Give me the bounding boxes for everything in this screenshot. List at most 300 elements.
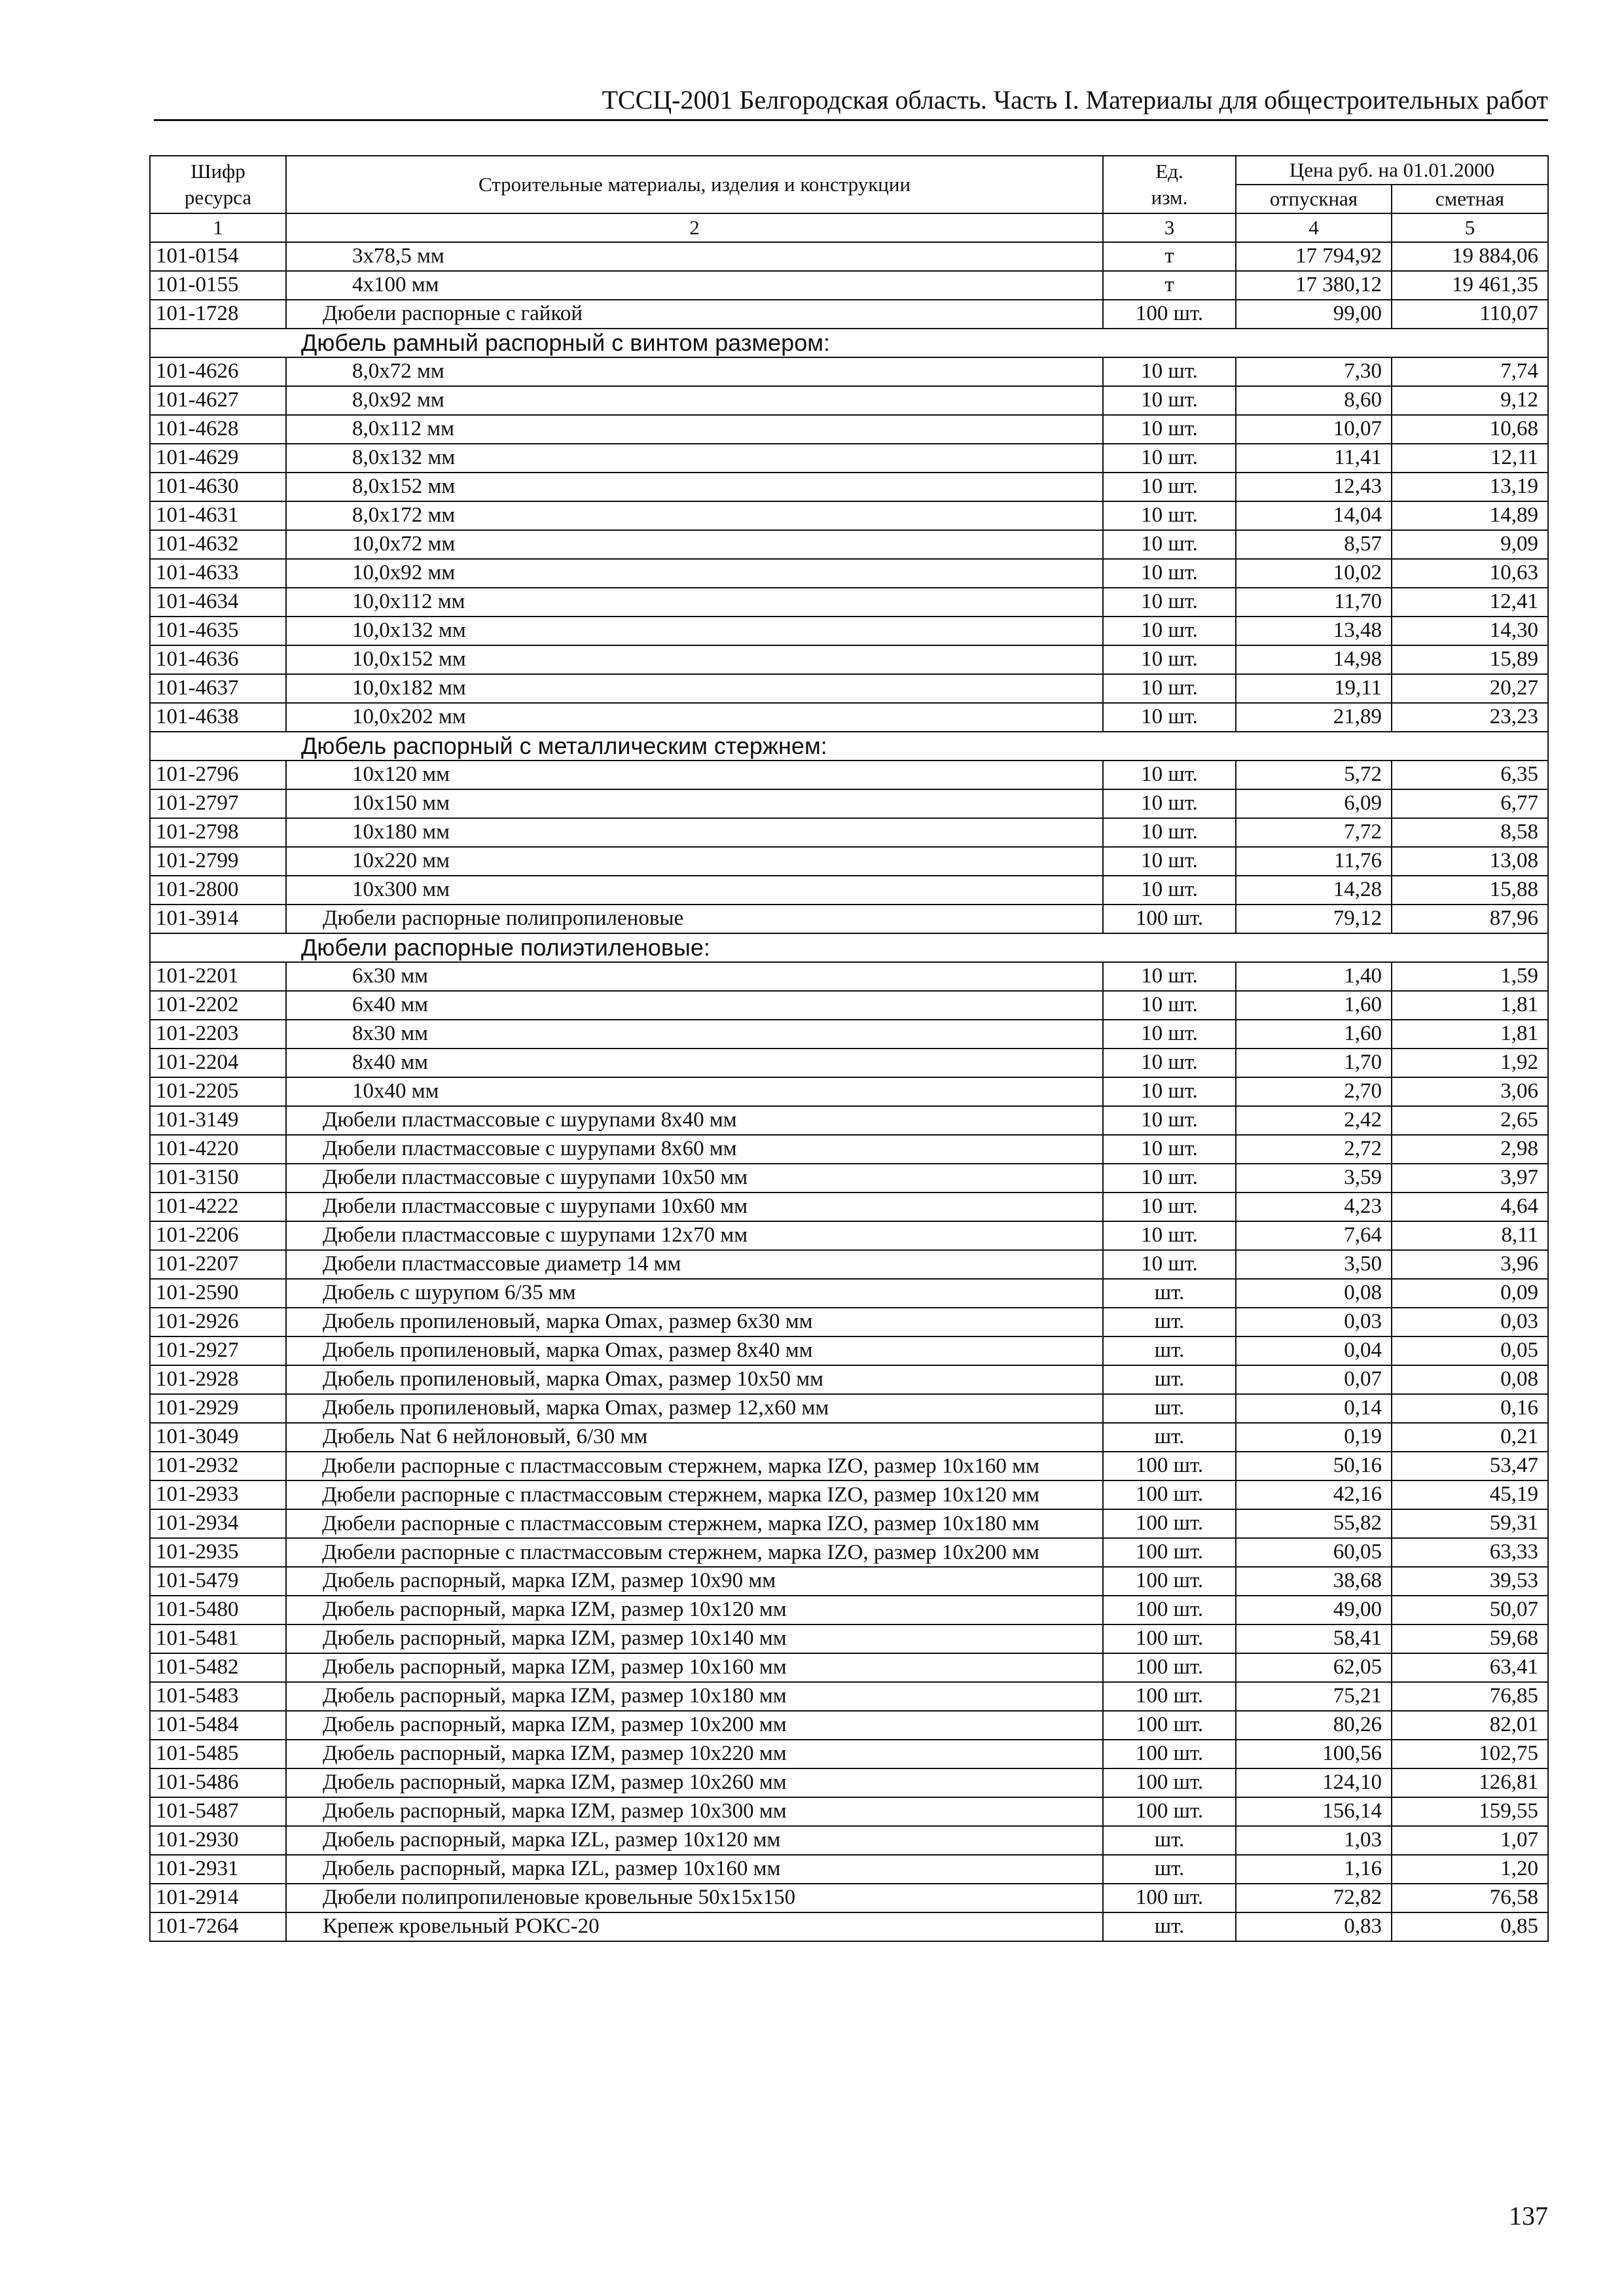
resource-code: 101-4222 (150, 1193, 286, 1221)
estimate-price: 20,27 (1392, 674, 1548, 703)
estimate-price: 63,33 (1392, 1538, 1548, 1567)
table-row (150, 501, 1548, 530)
table-row (150, 789, 1548, 818)
unit-of-measure: 100 шт. (1103, 1624, 1236, 1653)
release-price: 1,60 (1236, 1020, 1392, 1049)
unit-of-measure: шт. (1103, 1279, 1236, 1308)
resource-code: 101-2914 (150, 1884, 286, 1912)
release-price: 11,76 (1236, 847, 1392, 876)
material-name: 10х40 мм (286, 1077, 1103, 1106)
material-name: 10х180 мм (286, 818, 1103, 847)
unit-of-measure: 10 шт. (1103, 1106, 1236, 1135)
resource-code: 101-4634 (150, 588, 286, 617)
table-row (150, 1682, 1548, 1711)
estimate-price: 0,08 (1392, 1365, 1548, 1394)
unit-of-measure: 10 шт. (1103, 588, 1236, 617)
material-name: 10,0х182 мм (286, 674, 1103, 703)
resource-code: 101-3914 (150, 905, 286, 933)
resource-code: 101-3150 (150, 1164, 286, 1193)
release-price: 1,03 (1236, 1826, 1392, 1855)
resource-code: 101-5479 (150, 1567, 286, 1596)
release-price: 124,10 (1236, 1768, 1392, 1797)
material-name: Дюбели пластмассовые с шурупами 10х50 мм (286, 1164, 1103, 1193)
table-row (150, 1164, 1548, 1193)
unit-of-measure: 10 шт. (1103, 415, 1236, 444)
column-header-code: Шифр ресурса (150, 156, 286, 213)
estimate-price: 8,58 (1392, 818, 1548, 847)
resource-code: 101-2206 (150, 1221, 286, 1250)
estimate-price: 1,59 (1392, 962, 1548, 991)
column-number: 3 (1103, 213, 1236, 242)
unit-of-measure: 100 шт. (1103, 1509, 1236, 1538)
resource-code: 101-2935 (150, 1538, 286, 1567)
table-row (150, 444, 1548, 473)
table-row (150, 1250, 1548, 1279)
release-price: 0,08 (1236, 1279, 1392, 1308)
estimate-price: 3,96 (1392, 1250, 1548, 1279)
material-name: 10х220 мм (286, 847, 1103, 876)
release-price: 7,30 (1236, 357, 1392, 386)
column-number: 4 (1236, 213, 1392, 242)
resource-code: 101-2201 (150, 962, 286, 991)
unit-of-measure: 100 шт. (1103, 1740, 1236, 1768)
material-name: Дюбель распорный, марка IZM, размер 10х180 мм (286, 1682, 1103, 1711)
estimate-price: 45,19 (1392, 1480, 1548, 1509)
material-name: 10,0х112 мм (286, 588, 1103, 617)
column-number: 1 (150, 213, 286, 242)
release-price: 1,60 (1236, 991, 1392, 1020)
unit-of-measure: 100 шт. (1103, 1884, 1236, 1912)
table-row (150, 1567, 1548, 1596)
estimate-price: 3,97 (1392, 1164, 1548, 1193)
table-row (150, 1797, 1548, 1826)
material-name: Дюбель распорный, марка IZM, размер 10х140 мм (286, 1624, 1103, 1653)
unit-of-measure: шт. (1103, 1394, 1236, 1423)
table-row (150, 1538, 1548, 1567)
material-name: 8,0х152 мм (286, 473, 1103, 501)
release-price: 1,70 (1236, 1049, 1392, 1077)
estimate-price: 7,74 (1392, 357, 1548, 386)
resource-code: 101-2928 (150, 1365, 286, 1394)
material-name: 10,0х152 мм (286, 645, 1103, 674)
material-name: 10х120 мм (286, 761, 1103, 789)
estimate-price: 102,75 (1392, 1740, 1548, 1768)
resource-code: 101-5484 (150, 1711, 286, 1740)
resource-code: 101-4630 (150, 473, 286, 501)
release-price: 11,41 (1236, 444, 1392, 473)
unit-of-measure: т (1103, 242, 1236, 271)
release-price: 5,72 (1236, 761, 1392, 789)
table-row (150, 1912, 1548, 1941)
release-price: 58,41 (1236, 1624, 1392, 1653)
unit-of-measure: шт. (1103, 1855, 1236, 1884)
release-price: 50,16 (1236, 1452, 1392, 1480)
estimate-price: 12,11 (1392, 444, 1548, 473)
material-name: 8,0х132 мм (286, 444, 1103, 473)
table-row (150, 818, 1548, 847)
table-row (150, 1452, 1548, 1480)
release-price: 156,14 (1236, 1797, 1392, 1826)
resource-code: 101-2934 (150, 1509, 286, 1538)
material-name: Дюбель распорный, марка IZL, размер 10х120 мм (286, 1826, 1103, 1855)
unit-of-measure: 10 шт. (1103, 473, 1236, 501)
material-name: 10,0х72 мм (286, 530, 1103, 559)
material-name: 8,0х92 мм (286, 386, 1103, 415)
material-name: 8,0х72 мм (286, 357, 1103, 386)
release-price: 0,83 (1236, 1912, 1392, 1941)
material-name: Дюбели пластмассовые с шурупами 12х70 мм (286, 1221, 1103, 1250)
unit-of-measure: 100 шт. (1103, 1596, 1236, 1624)
unit-of-measure: 10 шт. (1103, 1164, 1236, 1193)
table-row (150, 1365, 1548, 1394)
resource-code: 101-5480 (150, 1596, 286, 1624)
unit-of-measure: 10 шт. (1103, 386, 1236, 415)
unit-of-measure: 10 шт. (1103, 1135, 1236, 1164)
table-row (150, 645, 1548, 674)
unit-of-measure: 10 шт. (1103, 674, 1236, 703)
table-row (150, 1740, 1548, 1768)
table-row (150, 847, 1548, 876)
table-row (150, 1336, 1548, 1365)
release-price: 0,19 (1236, 1423, 1392, 1452)
resource-code: 101-1728 (150, 300, 286, 329)
table-row (150, 876, 1548, 905)
page-header (154, 84, 1548, 121)
resource-code: 101-5487 (150, 1797, 286, 1826)
release-price: 79,12 (1236, 905, 1392, 933)
resource-code: 101-2796 (150, 761, 286, 789)
resource-code: 101-5481 (150, 1624, 286, 1653)
table-row (150, 1826, 1548, 1855)
release-price: 14,04 (1236, 501, 1392, 530)
resource-code: 101-5482 (150, 1653, 286, 1682)
unit-of-measure: 100 шт. (1103, 1711, 1236, 1740)
unit-of-measure: шт. (1103, 1365, 1236, 1394)
release-price: 8,60 (1236, 386, 1392, 415)
table-row (150, 530, 1548, 559)
resource-code: 101-2205 (150, 1077, 286, 1106)
estimate-price: 14,89 (1392, 501, 1548, 530)
estimate-price: 82,01 (1392, 1711, 1548, 1740)
material-name: Дюбели распорные с пластмассовым стержнем, марка IZO, размер 10х180 мм (286, 1509, 1103, 1538)
table-row (150, 1193, 1548, 1221)
release-price: 2,72 (1236, 1135, 1392, 1164)
resource-code: 101-2798 (150, 818, 286, 847)
table-row (150, 1221, 1548, 1250)
table-row (150, 271, 1548, 300)
table-row (150, 991, 1548, 1020)
unit-of-measure: 10 шт. (1103, 1221, 1236, 1250)
material-name: 8,0х112 мм (286, 415, 1103, 444)
unit-of-measure: 100 шт. (1103, 300, 1236, 329)
table-row (150, 1020, 1548, 1049)
material-name: Дюбель распорный, марка IZM, размер 10х160 мм (286, 1653, 1103, 1682)
unit-of-measure: 10 шт. (1103, 357, 1236, 386)
resource-code: 101-4220 (150, 1135, 286, 1164)
release-price: 14,98 (1236, 645, 1392, 674)
release-price: 10,02 (1236, 559, 1392, 588)
unit-of-measure: 10 шт. (1103, 818, 1236, 847)
material-name: Дюбель пропиленовый, марка Omax, размер 12,х60 мм (286, 1394, 1103, 1423)
estimate-price: 10,68 (1392, 415, 1548, 444)
estimate-price: 2,98 (1392, 1135, 1548, 1164)
estimate-price: 9,09 (1392, 530, 1548, 559)
release-price: 99,00 (1236, 300, 1392, 329)
material-name: 10,0х92 мм (286, 559, 1103, 588)
estimate-price: 87,96 (1392, 905, 1548, 933)
release-price: 42,16 (1236, 1480, 1392, 1509)
table-row (150, 473, 1548, 501)
unit-of-measure: 10 шт. (1103, 559, 1236, 588)
column-header-release: отпускная (1236, 185, 1392, 213)
group-header-row (150, 329, 1548, 357)
material-name: Дюбели пластмассовые с шурупами 10х60 мм (286, 1193, 1103, 1221)
material-name: Дюбель распорный, марка IZM, размер 10х120 мм (286, 1596, 1103, 1624)
group-title: Дюбель распорный с металлическим стержнем: (150, 732, 1548, 761)
material-name: 6х40 мм (286, 991, 1103, 1020)
resource-code: 101-2931 (150, 1855, 286, 1884)
estimate-price: 0,09 (1392, 1279, 1548, 1308)
resource-code: 101-2204 (150, 1049, 286, 1077)
material-name: 8х40 мм (286, 1049, 1103, 1077)
release-price: 75,21 (1236, 1682, 1392, 1711)
estimate-price: 8,11 (1392, 1221, 1548, 1250)
release-price: 62,05 (1236, 1653, 1392, 1682)
release-price: 0,14 (1236, 1394, 1392, 1423)
resource-code: 101-4637 (150, 674, 286, 703)
unit-of-measure: 10 шт. (1103, 617, 1236, 645)
unit-of-measure: 10 шт. (1103, 991, 1236, 1020)
column-header-price: Цена руб. на 01.01.2000 (1236, 156, 1548, 185)
price-table (149, 155, 1549, 1942)
resource-code: 101-4633 (150, 559, 286, 588)
estimate-price: 23,23 (1392, 703, 1548, 732)
release-price: 14,28 (1236, 876, 1392, 905)
group-header-row (150, 933, 1548, 962)
unit-of-measure: 100 шт. (1103, 1567, 1236, 1596)
material-name: Дюбели распорные с пластмассовым стержнем, марка IZO, размер 10х160 мм (286, 1452, 1103, 1480)
material-name: Дюбель распорный, марка IZM, размер 10х300 мм (286, 1797, 1103, 1826)
material-name: Дюбель пропиленовый, марка Omax, размер 10х50 мм (286, 1365, 1103, 1394)
release-price: 7,64 (1236, 1221, 1392, 1250)
unit-of-measure: 10 шт. (1103, 1049, 1236, 1077)
estimate-price: 4,64 (1392, 1193, 1548, 1221)
release-price: 72,82 (1236, 1884, 1392, 1912)
resource-code: 101-5485 (150, 1740, 286, 1768)
table-row (150, 1106, 1548, 1135)
resource-code: 101-4627 (150, 386, 286, 415)
resource-code: 101-2926 (150, 1308, 286, 1336)
estimate-price: 76,85 (1392, 1682, 1548, 1711)
table-row (150, 905, 1548, 933)
table-row (150, 703, 1548, 732)
release-price: 38,68 (1236, 1567, 1392, 1596)
unit-of-measure: 100 шт. (1103, 1653, 1236, 1682)
document-title: ТССЦ-2001 Белгородская область. Часть I. Материалы для общестроительных работ (602, 85, 1548, 115)
estimate-price: 1,20 (1392, 1855, 1548, 1884)
unit-of-measure: 100 шт. (1103, 1797, 1236, 1826)
estimate-price: 2,65 (1392, 1106, 1548, 1135)
table-row (150, 761, 1548, 789)
table-row (150, 617, 1548, 645)
unit-of-measure: 10 шт. (1103, 761, 1236, 789)
resource-code: 101-2929 (150, 1394, 286, 1423)
release-price: 11,70 (1236, 588, 1392, 617)
unit-of-measure: 10 шт. (1103, 876, 1236, 905)
material-name: Дюбель распорный, марка IZL, размер 10х160 мм (286, 1855, 1103, 1884)
table-row (150, 1423, 1548, 1452)
table-row (150, 1480, 1548, 1509)
resource-code: 101-7264 (150, 1912, 286, 1941)
table-row (150, 1624, 1548, 1653)
table-row (150, 415, 1548, 444)
table-row (150, 1884, 1548, 1912)
resource-code: 101-4629 (150, 444, 286, 473)
material-name: Дюбель с шурупом 6/35 мм (286, 1279, 1103, 1308)
unit-of-measure: 10 шт. (1103, 1193, 1236, 1221)
estimate-price: 6,35 (1392, 761, 1548, 789)
estimate-price: 50,07 (1392, 1596, 1548, 1624)
release-price: 0,04 (1236, 1336, 1392, 1365)
column-number-row (150, 213, 1548, 242)
material-name: Дюбель распорный, марка IZM, размер 10х90 мм (286, 1567, 1103, 1596)
material-name: Дюбели пластмассовые с шурупами 8х60 мм (286, 1135, 1103, 1164)
estimate-price: 19 461,35 (1392, 271, 1548, 300)
release-price: 7,72 (1236, 818, 1392, 847)
release-price: 100,56 (1236, 1740, 1392, 1768)
column-number: 5 (1392, 213, 1548, 242)
material-name: Дюбель пропиленовый, марка Omax, размер 8х40 мм (286, 1336, 1103, 1365)
table-row (150, 1653, 1548, 1682)
unit-of-measure: шт. (1103, 1423, 1236, 1452)
resource-code: 101-2933 (150, 1480, 286, 1509)
unit-of-measure: шт. (1103, 1336, 1236, 1365)
resource-code: 101-4635 (150, 617, 286, 645)
release-price: 2,42 (1236, 1106, 1392, 1135)
estimate-price: 1,07 (1392, 1826, 1548, 1855)
estimate-price: 6,77 (1392, 789, 1548, 818)
release-price: 3,59 (1236, 1164, 1392, 1193)
release-price: 8,57 (1236, 530, 1392, 559)
estimate-price: 3,06 (1392, 1077, 1548, 1106)
resource-code: 101-4626 (150, 357, 286, 386)
group-title: Дюбели распорные полиэтиленовые: (150, 933, 1548, 962)
unit-of-measure: 100 шт. (1103, 1538, 1236, 1567)
release-price: 80,26 (1236, 1711, 1392, 1740)
estimate-price: 14,30 (1392, 617, 1548, 645)
release-price: 49,00 (1236, 1596, 1392, 1624)
table-row (150, 1049, 1548, 1077)
estimate-price: 76,58 (1392, 1884, 1548, 1912)
table-row (150, 1855, 1548, 1884)
estimate-price: 1,81 (1392, 991, 1548, 1020)
material-name: Дюбели распорные с гайкой (286, 300, 1103, 329)
resource-code: 101-2800 (150, 876, 286, 905)
release-price: 1,16 (1236, 1855, 1392, 1884)
unit-of-measure: шт. (1103, 1912, 1236, 1941)
unit-of-measure: 10 шт. (1103, 501, 1236, 530)
release-price: 21,89 (1236, 703, 1392, 732)
table-body (150, 242, 1548, 1941)
estimate-price: 10,63 (1392, 559, 1548, 588)
unit-of-measure: 100 шт. (1103, 905, 1236, 933)
material-name: 10х150 мм (286, 789, 1103, 818)
resource-code: 101-2799 (150, 847, 286, 876)
material-name: Дюбели пластмассовые с шурупами 8х40 мм (286, 1106, 1103, 1135)
estimate-price: 126,81 (1392, 1768, 1548, 1797)
resource-code: 101-2930 (150, 1826, 286, 1855)
unit-of-measure: 10 шт. (1103, 703, 1236, 732)
table-row (150, 300, 1548, 329)
unit-of-measure: 10 шт. (1103, 444, 1236, 473)
release-price: 19,11 (1236, 674, 1392, 703)
unit-of-measure: шт. (1103, 1308, 1236, 1336)
estimate-price: 63,41 (1392, 1653, 1548, 1682)
release-price: 55,82 (1236, 1509, 1392, 1538)
release-price: 13,48 (1236, 617, 1392, 645)
material-name: Дюбели полипропиленовые кровельные 50х15х150 (286, 1884, 1103, 1912)
release-price: 6,09 (1236, 789, 1392, 818)
table-row (150, 1077, 1548, 1106)
material-name: Дюбель Nat 6 нейлоновый, 6/30 мм (286, 1423, 1103, 1452)
resource-code: 101-4631 (150, 501, 286, 530)
resource-code: 101-2797 (150, 789, 286, 818)
estimate-price: 0,85 (1392, 1912, 1548, 1941)
unit-of-measure: 10 шт. (1103, 1020, 1236, 1049)
estimate-price: 1,92 (1392, 1049, 1548, 1077)
material-name: 8,0х172 мм (286, 501, 1103, 530)
estimate-price: 110,07 (1392, 300, 1548, 329)
release-price: 3,50 (1236, 1250, 1392, 1279)
column-header-unit: Ед. изм. (1103, 156, 1236, 213)
release-price: 0,07 (1236, 1365, 1392, 1394)
unit-of-measure: 100 шт. (1103, 1682, 1236, 1711)
table-row (150, 962, 1548, 991)
estimate-price: 39,53 (1392, 1567, 1548, 1596)
material-name: 10,0х202 мм (286, 703, 1103, 732)
resource-code: 101-4638 (150, 703, 286, 732)
table-row (150, 242, 1548, 271)
resource-code: 101-2927 (150, 1336, 286, 1365)
unit-of-measure: 10 шт. (1103, 847, 1236, 876)
table-row (150, 1711, 1548, 1740)
table-row (150, 357, 1548, 386)
resource-code: 101-2207 (150, 1250, 286, 1279)
page-number: 137 (1509, 2201, 1548, 2231)
material-name: Дюбели распорные с пластмассовым стержнем, марка IZO, размер 10х200 мм (286, 1538, 1103, 1567)
estimate-price: 0,16 (1392, 1394, 1548, 1423)
estimate-price: 0,05 (1392, 1336, 1548, 1365)
estimate-price: 15,88 (1392, 876, 1548, 905)
material-name: Крепеж кровельный РОКС-20 (286, 1912, 1103, 1941)
column-header-name: Строительные материалы, изделия и конструкции (286, 156, 1103, 213)
table-row (150, 1135, 1548, 1164)
resource-code: 101-4628 (150, 415, 286, 444)
material-name: 4х100 мм (286, 271, 1103, 300)
unit-of-measure: шт. (1103, 1826, 1236, 1855)
resource-code: 101-4636 (150, 645, 286, 674)
unit-of-measure: т (1103, 271, 1236, 300)
table-row (150, 588, 1548, 617)
resource-code: 101-5483 (150, 1682, 286, 1711)
release-price: 12,43 (1236, 473, 1392, 501)
estimate-price: 159,55 (1392, 1797, 1548, 1826)
material-name: Дюбели пластмассовые диаметр 14 мм (286, 1250, 1103, 1279)
resource-code: 101-2590 (150, 1279, 286, 1308)
table-row (150, 1768, 1548, 1797)
estimate-price: 13,19 (1392, 473, 1548, 501)
price-table-container (149, 155, 1547, 1942)
